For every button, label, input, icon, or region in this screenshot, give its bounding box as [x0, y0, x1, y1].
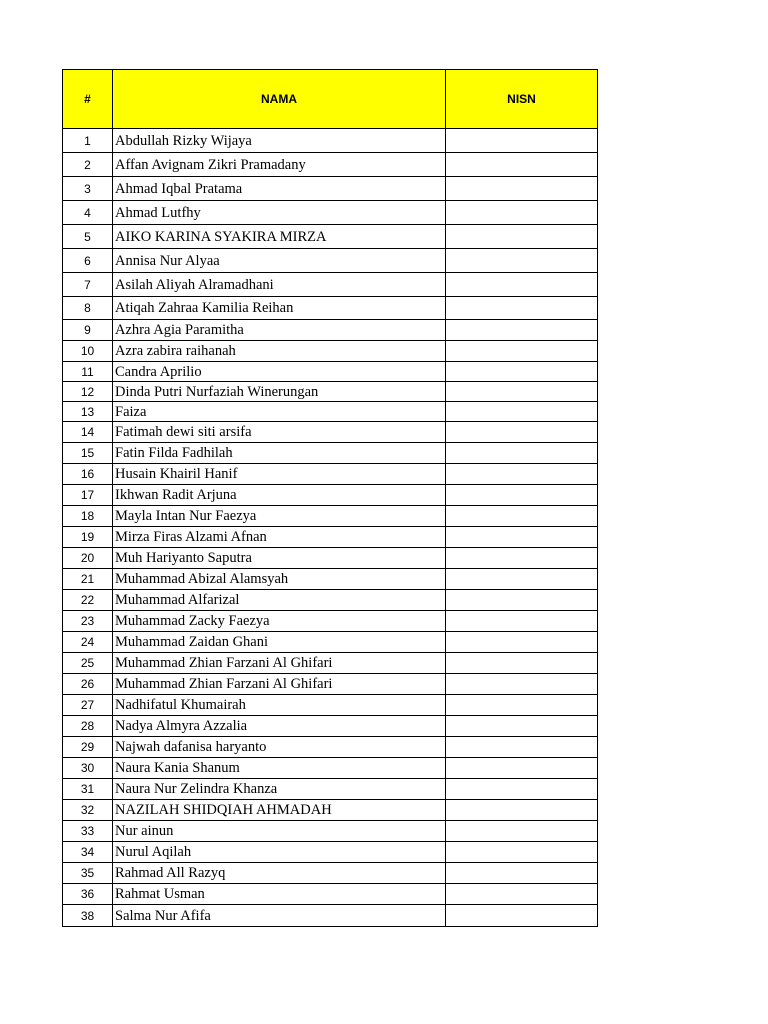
name-cell[interactable]: Salma Nur Afifa [113, 905, 446, 927]
row-number-cell[interactable]: 26 [63, 674, 113, 695]
table-row [63, 779, 598, 800]
name-cell[interactable]: Nurul Aqilah [113, 842, 446, 863]
name-cell[interactable]: Mayla Intan Nur Faezya [113, 506, 446, 527]
row-number-cell[interactable]: 9 [63, 320, 113, 341]
nisn-cell[interactable] [446, 695, 598, 716]
table-row [63, 485, 598, 506]
name-cell[interactable]: Muhammad Alfarizal [113, 590, 446, 611]
row-number-cell[interactable]: 7 [63, 273, 113, 297]
name-cell[interactable]: Affan Avignam Zikri Pramadany [113, 153, 446, 177]
row-number-cell[interactable]: 33 [63, 821, 113, 842]
name-cell[interactable]: Naura Nur Zelindra Khanza [113, 779, 446, 800]
nisn-cell[interactable] [446, 422, 598, 443]
name-cell[interactable]: Ahmad Iqbal Pratama [113, 177, 446, 201]
table-row [63, 341, 598, 362]
nisn-cell[interactable] [446, 177, 598, 201]
name-cell[interactable]: Mirza Firas Alzami Afnan [113, 527, 446, 548]
row-number-cell[interactable]: 30 [63, 758, 113, 779]
name-cell[interactable]: Nur ainun [113, 821, 446, 842]
name-cell[interactable]: Azra zabira raihanah [113, 341, 446, 362]
nisn-cell[interactable] [446, 905, 598, 927]
nisn-cell[interactable] [446, 382, 598, 402]
row-number-cell[interactable]: 32 [63, 800, 113, 821]
row-number-cell[interactable]: 24 [63, 632, 113, 653]
table-row [63, 569, 598, 590]
name-cell[interactable]: Abdullah Rizky Wijaya [113, 129, 446, 153]
name-cell[interactable]: Ahmad Lutfhy [113, 201, 446, 225]
row-number-cell[interactable]: 13 [63, 402, 113, 422]
nisn-cell[interactable] [446, 443, 598, 464]
header-nama[interactable]: NAMA [113, 70, 446, 129]
nisn-cell[interactable] [446, 485, 598, 506]
name-cell[interactable]: Muh Hariyanto Saputra [113, 548, 446, 569]
table-row [63, 632, 598, 653]
name-cell[interactable]: Muhammad Abizal Alamsyah [113, 569, 446, 590]
table-row [63, 611, 598, 632]
table-row [63, 382, 598, 402]
nisn-cell[interactable] [446, 201, 598, 225]
row-number-cell[interactable]: 2 [63, 153, 113, 177]
row-number-cell[interactable]: 34 [63, 842, 113, 863]
nisn-cell[interactable] [446, 737, 598, 758]
table-row [63, 674, 598, 695]
nisn-cell[interactable] [446, 273, 598, 297]
row-number-cell[interactable]: 21 [63, 569, 113, 590]
name-cell[interactable]: Naura Kania Shanum [113, 758, 446, 779]
table-row [63, 249, 598, 273]
table-row [63, 863, 598, 884]
row-number-cell[interactable]: 38 [63, 905, 113, 927]
row-number-cell[interactable]: 35 [63, 863, 113, 884]
name-cell[interactable]: Rahmat Usman [113, 884, 446, 905]
table-row [63, 800, 598, 821]
table-row [63, 362, 598, 382]
name-cell[interactable]: Muhammad Zacky Faezya [113, 611, 446, 632]
name-cell[interactable]: Muhammad Zhian Farzani Al Ghifari [113, 653, 446, 674]
nisn-cell[interactable] [446, 129, 598, 153]
table-row [63, 201, 598, 225]
nisn-cell[interactable] [446, 779, 598, 800]
name-cell[interactable]: Atiqah Zahraa Kamilia Reihan [113, 297, 446, 320]
table-row [63, 422, 598, 443]
row-number-cell[interactable]: 5 [63, 225, 113, 249]
row-number-cell[interactable]: 20 [63, 548, 113, 569]
table-row [63, 527, 598, 548]
row-number-cell[interactable]: 6 [63, 249, 113, 273]
student-table [62, 69, 598, 927]
nisn-cell[interactable] [446, 506, 598, 527]
nisn-cell[interactable] [446, 297, 598, 320]
header-nisn[interactable]: NISN [446, 70, 598, 129]
table-row [63, 653, 598, 674]
nisn-cell[interactable] [446, 653, 598, 674]
nisn-cell[interactable] [446, 674, 598, 695]
row-number-cell[interactable]: 29 [63, 737, 113, 758]
nisn-cell[interactable] [446, 153, 598, 177]
table-row [63, 464, 598, 485]
table-row [63, 273, 598, 297]
row-number-cell[interactable]: 27 [63, 695, 113, 716]
header-row [63, 70, 598, 129]
table-row [63, 884, 598, 905]
table-row [63, 737, 598, 758]
nisn-cell[interactable] [446, 464, 598, 485]
name-cell[interactable]: Muhammad Zaidan Ghani [113, 632, 446, 653]
name-cell[interactable]: Nadya Almyra Azzalia [113, 716, 446, 737]
name-cell[interactable]: Asilah Aliyah Alramadhani [113, 273, 446, 297]
name-cell[interactable]: Fatimah dewi siti arsifa [113, 422, 446, 443]
table-row [63, 129, 598, 153]
name-cell[interactable]: NAZILAH SHIDQIAH AHMADAH [113, 800, 446, 821]
name-cell[interactable]: Faiza [113, 402, 446, 422]
row-number-cell[interactable]: 4 [63, 201, 113, 225]
table-row [63, 716, 598, 737]
row-number-cell[interactable]: 31 [63, 779, 113, 800]
row-number-cell[interactable]: 28 [63, 716, 113, 737]
name-cell[interactable]: Ikhwan Radit Arjuna [113, 485, 446, 506]
row-number-cell[interactable]: 22 [63, 590, 113, 611]
name-cell[interactable]: Nadhifatul Khumairah [113, 695, 446, 716]
name-cell[interactable]: Fatin Filda Fadhilah [113, 443, 446, 464]
row-number-cell[interactable]: 3 [63, 177, 113, 201]
row-number-cell[interactable]: 1 [63, 129, 113, 153]
row-number-cell[interactable]: 18 [63, 506, 113, 527]
table-row [63, 177, 598, 201]
nisn-cell[interactable] [446, 800, 598, 821]
row-number-cell[interactable]: 10 [63, 341, 113, 362]
table-row [63, 153, 598, 177]
table-row [63, 821, 598, 842]
table-row [63, 590, 598, 611]
nisn-cell[interactable] [446, 527, 598, 548]
name-cell[interactable]: Husain Khairil Hanif [113, 464, 446, 485]
nisn-cell[interactable] [446, 716, 598, 737]
row-number-cell[interactable]: 19 [63, 527, 113, 548]
nisn-cell[interactable] [446, 249, 598, 273]
row-number-cell[interactable]: 25 [63, 653, 113, 674]
table-row [63, 506, 598, 527]
row-number-cell[interactable]: 17 [63, 485, 113, 506]
nisn-cell[interactable] [446, 758, 598, 779]
table-row [63, 548, 598, 569]
name-cell[interactable]: Najwah dafanisa haryanto [113, 737, 446, 758]
name-cell[interactable]: Annisa Nur Alyaa [113, 249, 446, 273]
table-row [63, 297, 598, 320]
table-row [63, 842, 598, 863]
nisn-cell[interactable] [446, 842, 598, 863]
row-number-cell[interactable]: 36 [63, 884, 113, 905]
name-cell[interactable]: Candra Aprilio [113, 362, 446, 382]
table-row [63, 905, 598, 927]
nisn-cell[interactable] [446, 632, 598, 653]
nisn-cell[interactable] [446, 362, 598, 382]
row-number-cell[interactable]: 14 [63, 422, 113, 443]
nisn-cell[interactable] [446, 884, 598, 905]
table-row [63, 443, 598, 464]
table-row [63, 320, 598, 341]
nisn-cell[interactable] [446, 402, 598, 422]
nisn-cell[interactable] [446, 548, 598, 569]
nisn-cell[interactable] [446, 225, 598, 249]
name-cell[interactable]: Azhra Agia Paramitha [113, 320, 446, 341]
name-cell[interactable]: Rahmad All Razyq [113, 863, 446, 884]
name-cell[interactable]: AIKO KARINA SYAKIRA MIRZA [113, 225, 446, 249]
row-number-cell[interactable]: 23 [63, 611, 113, 632]
header-number[interactable]: # [63, 70, 113, 129]
name-cell[interactable]: Dinda Putri Nurfaziah Winerungan [113, 382, 446, 402]
row-number-cell[interactable]: 15 [63, 443, 113, 464]
row-number-cell[interactable]: 11 [63, 362, 113, 382]
row-number-cell[interactable]: 16 [63, 464, 113, 485]
table-row [63, 695, 598, 716]
nisn-cell[interactable] [446, 863, 598, 884]
nisn-cell[interactable] [446, 611, 598, 632]
nisn-cell[interactable] [446, 341, 598, 362]
nisn-cell[interactable] [446, 320, 598, 341]
table-row [63, 758, 598, 779]
name-cell[interactable]: Muhammad Zhian Farzani Al Ghifari [113, 674, 446, 695]
row-number-cell[interactable]: 12 [63, 382, 113, 402]
nisn-cell[interactable] [446, 821, 598, 842]
table-row [63, 402, 598, 422]
nisn-cell[interactable] [446, 590, 598, 611]
row-number-cell[interactable]: 8 [63, 297, 113, 320]
nisn-cell[interactable] [446, 569, 598, 590]
table-row [63, 225, 598, 249]
